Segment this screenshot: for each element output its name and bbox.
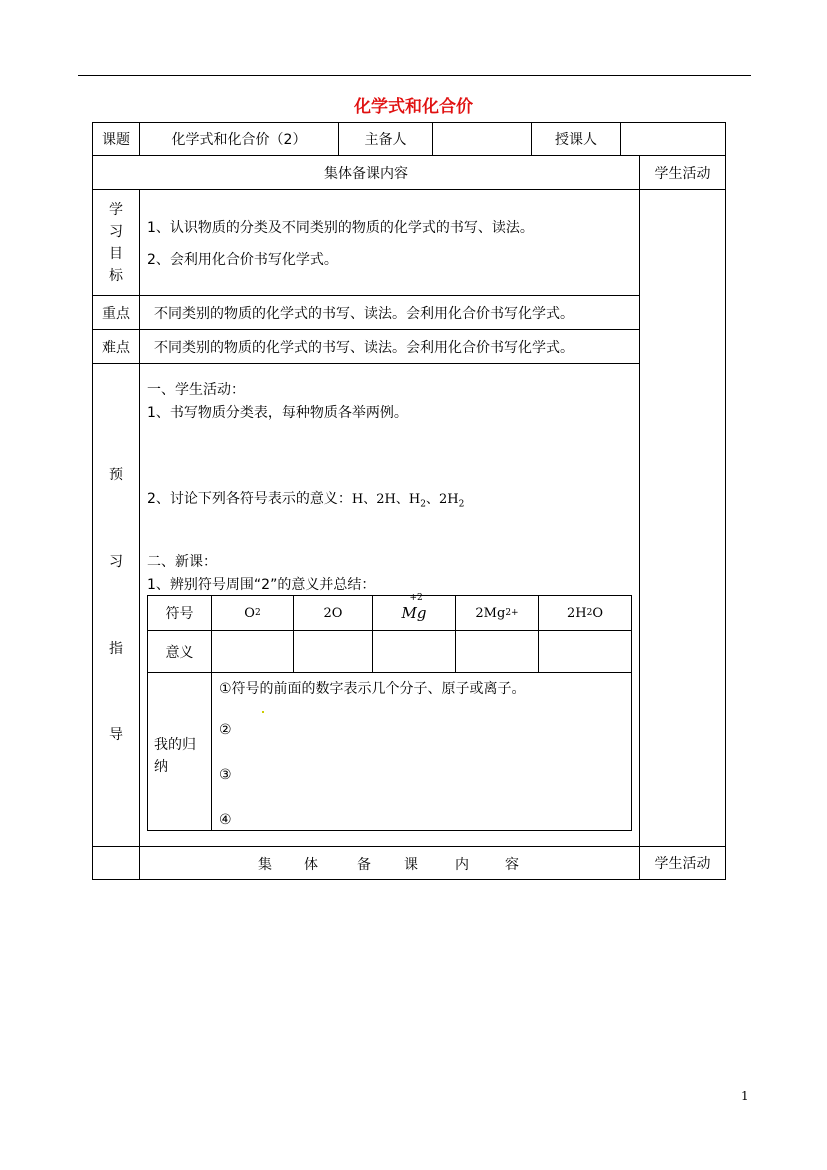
teacher-value [620,122,726,156]
goal-item: 1、认识物质的分类及不同类别的物质的化学式的书写、读法。 [147,220,534,236]
stray-mark [262,711,264,713]
guide-label-cell [92,363,140,847]
difficulty-label: 难点 [92,329,140,364]
guide-label-char: 习 [109,554,123,570]
activity-heading: 一、学生活动： [147,382,245,398]
summary-item: ④ [219,812,232,828]
guide-label-char: 指 [109,641,123,657]
summary-label-cell [147,672,212,831]
meaning-cell [372,630,456,673]
footer-char: 备 [357,857,371,873]
goals-content-cell [139,189,640,296]
page-number: 1 [741,1089,749,1103]
guide-label-char: 导 [109,727,123,743]
summary-label: 我的归纳 [154,737,196,775]
symbol-text: H、2H、$H_2$、$2H_2$ [351,492,465,510]
content-header: 集体备课内容 [92,155,640,190]
meaning-cell [211,630,294,673]
teacher-label: 授课人 [531,122,621,156]
header-rule [78,75,751,76]
topic-value: 化学式和化合价（2） [139,122,339,156]
footer-content-header [139,846,640,880]
symbol-cell: 2Mg 2+ [455,595,539,631]
goals-label-cell [92,189,140,296]
student-activity-column [639,189,726,847]
difficulty-text: 不同类别的物质的化学式的书写、读法。会利用化合价书写化学式。 [139,329,640,364]
goals-label-char: 标 [109,268,123,284]
goals-label-char: 习 [109,224,123,240]
summary-item: ①符号的前面的数字表示几个分子、原子或离子。 [219,681,526,697]
new-lesson-item: 1、辨别符号周围“2”的意义并总结： [147,577,376,593]
preparer-label: 主备人 [338,122,433,156]
guide-label-char: 预 [109,467,123,483]
goals-label-char: 目 [109,246,123,262]
key-point-label: 重点 [92,295,140,330]
activity-2-prefix: 2、讨论下列各符号表示的意义： [147,491,352,507]
activity-item: 1、书写物质分类表，每种物质各举两例。 [147,405,408,421]
symbol-row-label: 符号 [147,595,212,631]
preparer-value [432,122,532,156]
new-lesson-heading: 二、新课： [147,554,217,570]
summary-item: ② [219,722,232,738]
meaning-cell [455,630,539,673]
footer-empty-cell [92,846,140,880]
symbol-cell: O 2 [211,595,294,631]
meaning-cell [538,630,632,673]
symbol-cell: +2 Mg [372,595,456,631]
summary-content-cell [211,672,632,831]
goal-item: 2、会利用化合价书写化学式。 [147,252,338,268]
activity-item [147,488,464,510]
footer-char: 课 [404,857,418,873]
topic-label: 课题 [92,122,140,156]
summary-item: ③ [219,767,232,783]
goals-label-char: 学 [109,202,123,218]
meaning-cell [293,630,373,673]
meaning-row-label: 意义 [147,630,212,673]
student-header: 学生活动 [639,155,726,190]
footer-char: 集 [258,857,272,873]
footer-char: 体 [304,857,318,873]
page-title: 化学式和化合价 [354,97,473,117]
symbol-cell: 2H 2 O [538,595,632,631]
footer-student-header: 学生活动 [639,846,726,880]
footer-char: 内 [455,857,469,873]
footer-char: 容 [505,857,519,873]
symbol-cell: 2O [293,595,373,631]
key-point-text: 不同类别的物质的化学式的书写、读法。会利用化合价书写化学式。 [139,295,640,330]
